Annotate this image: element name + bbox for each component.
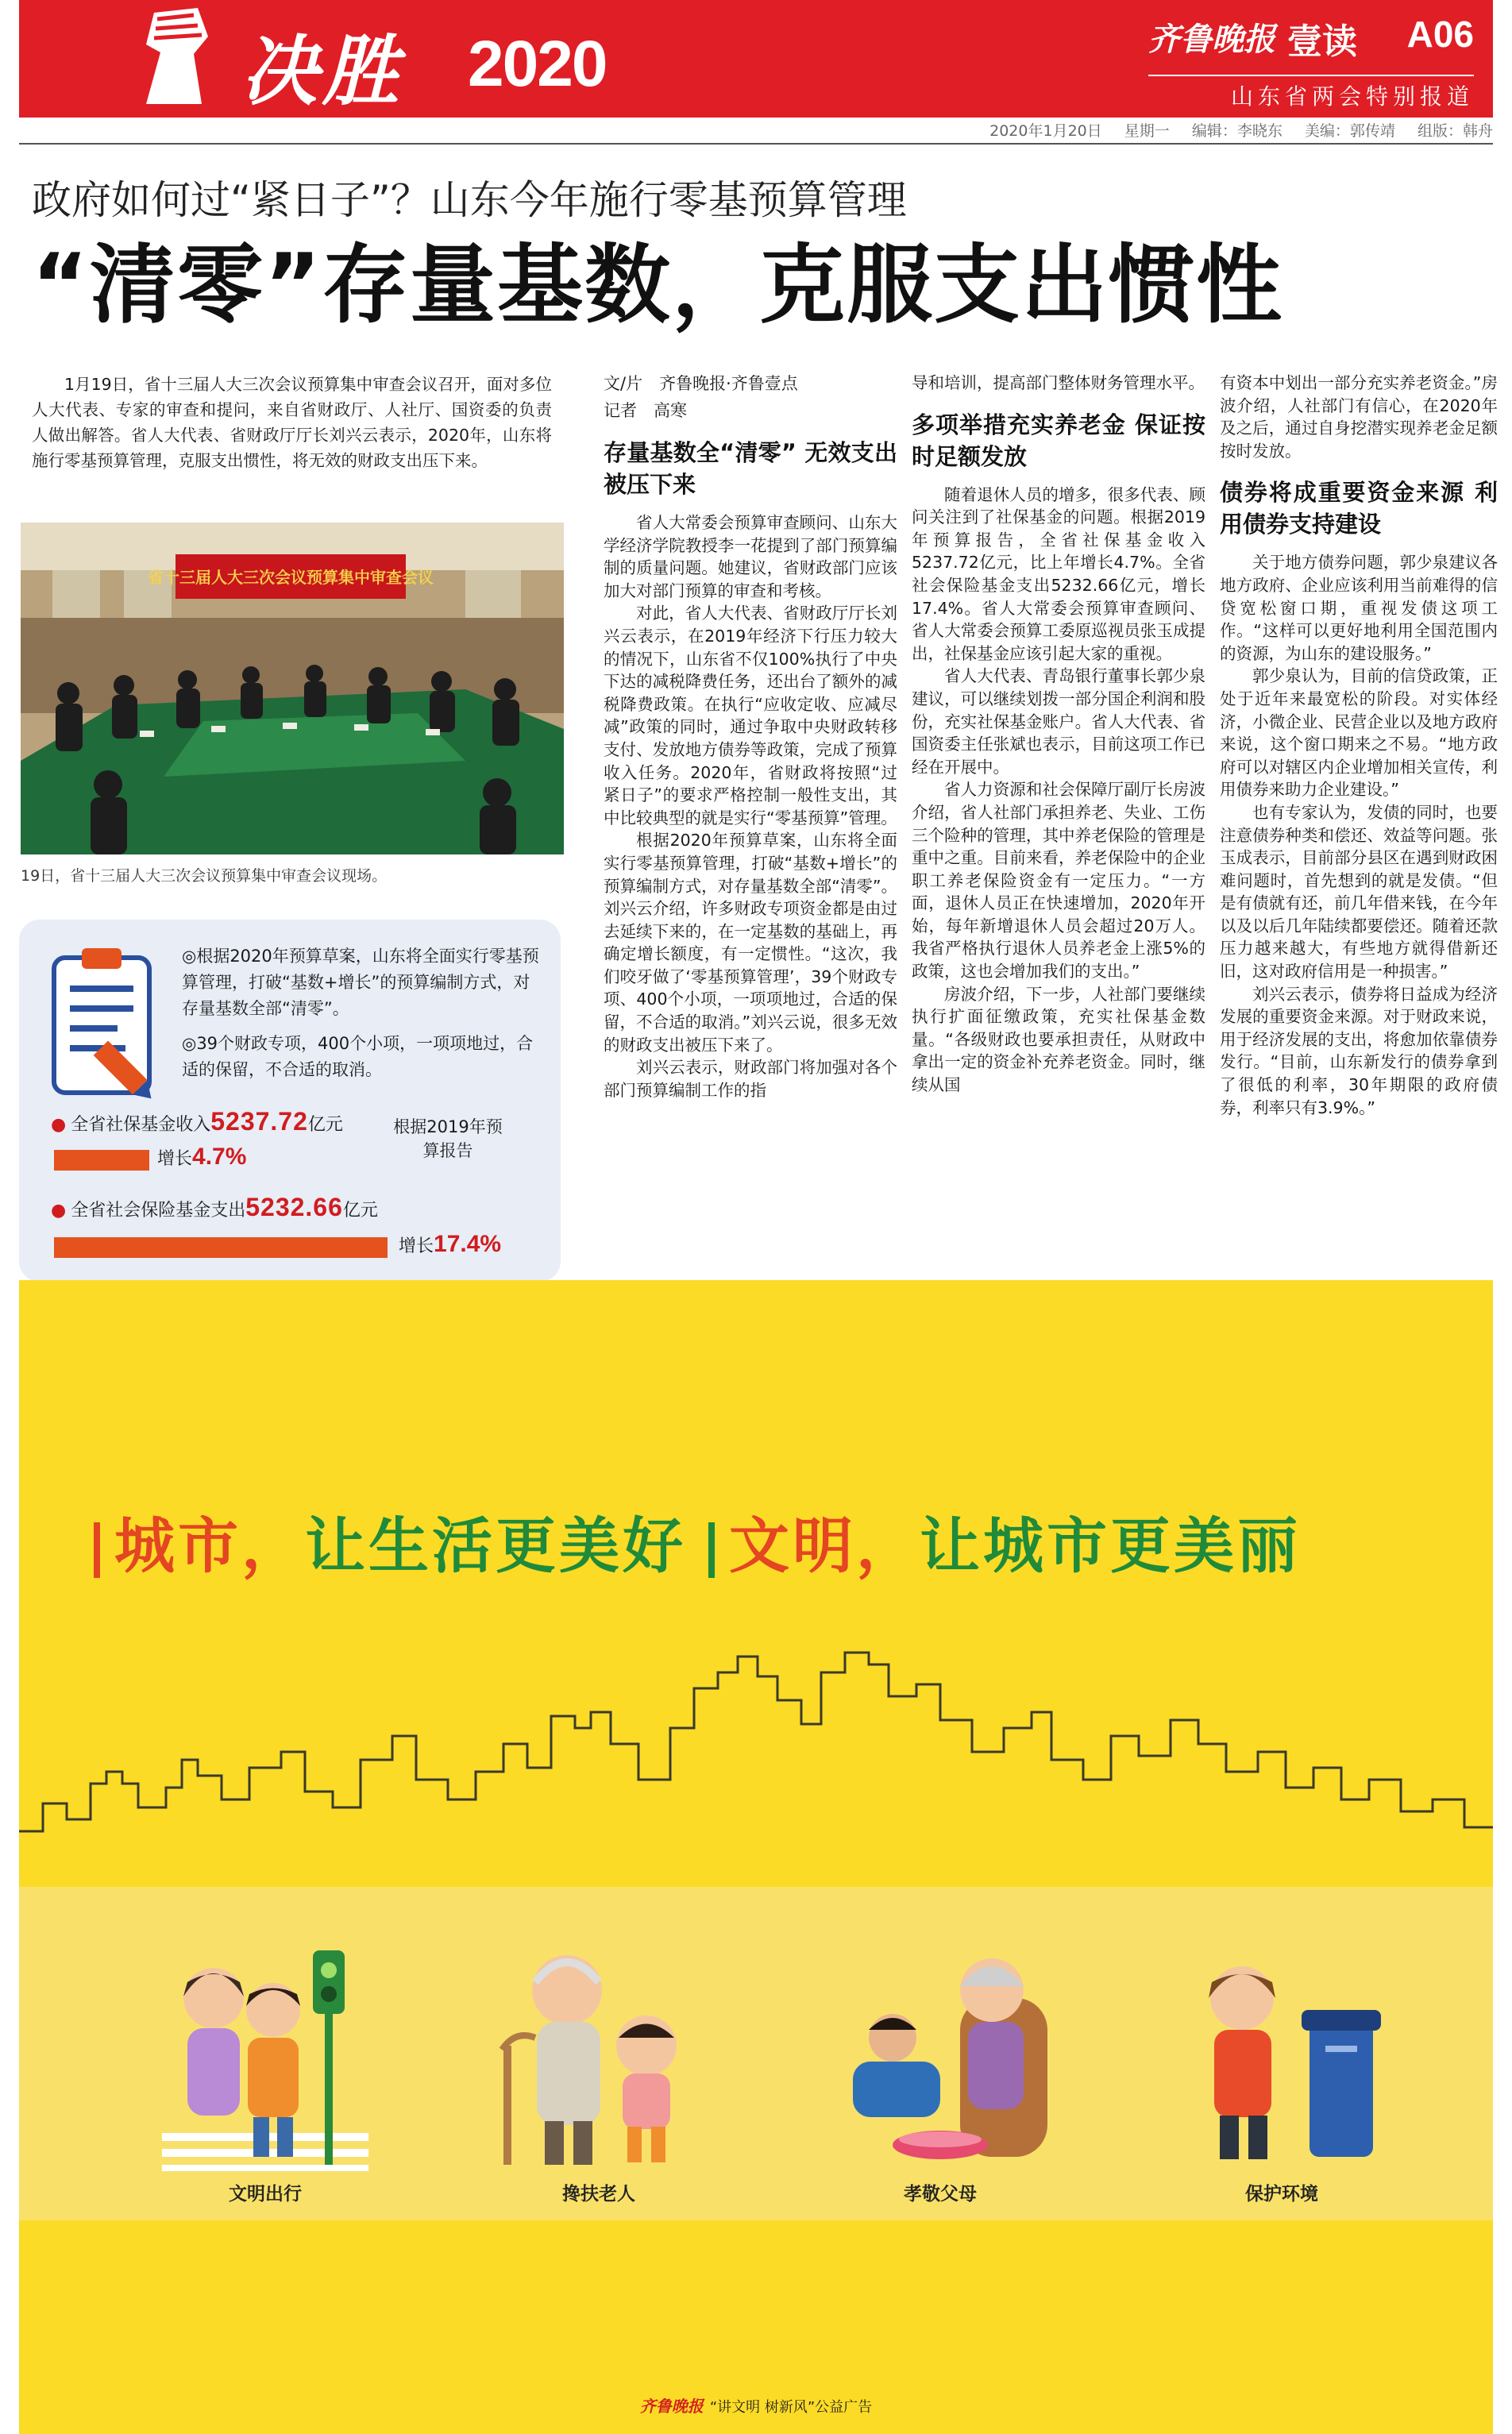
photo-caption: 19日，省十三届人大三次会议预算集中审查会议现场。	[21, 867, 388, 885]
basis-note: 根据2019年预算报告	[393, 1117, 503, 1160]
slogan-1-a: 城市，	[114, 1510, 305, 1581]
issue-date: 2020年1月20日	[989, 122, 1102, 140]
photo-banner: 省十三届人大三次会议预算集中审查会议	[148, 568, 434, 587]
infobox-text-1: ◎根据2020年预算草案，山东将全面实行零基预算管理，打破“基数+增长”的预算编制方式，对存量基数全部“清零”。	[182, 947, 539, 1018]
stat-expense-value: 5232.66	[245, 1193, 343, 1221]
col3-paragraph: 刘兴云表示，债券将日益成为经济发展的重要资金来源。对于财政来说，用于经济发展的支出，将愈加依靠债券发行。“目前，山东新发行的债券拿到了很低的利率，30年期限的政府债券，利率只有3.9%。”	[1220, 984, 1498, 1117]
stat-expense-unit: 亿元	[342, 1201, 378, 1221]
scene-label-2: 搀扶老人	[562, 2184, 635, 2204]
infobox-text-2: ◎39个财政专项，400个小项，一项项地过，合适的保留，不合适的取消。	[182, 1034, 534, 1079]
stat-income-growth-value: 4.7%	[192, 1144, 247, 1170]
infobox	[19, 920, 561, 1282]
col3-lead-in: 有资本中划出一部分充实养老资金。”房波介绍，人社部门有信心，在2020年及之后，通过自身挖潜实现养老金足额按时发放。	[1220, 373, 1498, 461]
environment-protection-illustration	[1163, 1934, 1401, 2173]
stat-expense-growth	[399, 1231, 501, 1258]
meeting-photo	[21, 523, 564, 854]
stat-income-value: 5237.72	[210, 1107, 308, 1136]
ad-footer	[19, 2393, 1493, 2417]
col2-paragraph: 随着退休人员的增多，很多代表、顾问关注到了社保基金的问题。根据2019年预算报告，全省社保基金收入5237.72亿元，比上年增长4.7%。全省社会保险基金支出5232.66亿元，增长17.4%。省人大常委会预算审查顾问、省人大常委会预算工委原巡视员张玉成提出，社保基金应该引起大家的重视。	[912, 484, 1205, 663]
ad-slogan	[94, 1498, 1301, 1584]
col3-paragraph: 也有专家认为，发债的同时，也要注意债券种类和偿还、效益等问题。张玉成表示，目前部分县区在遇到财政困难问题时，首先想到的就是发债。“但是有债就有还，前几年借来钱，在今年以及以后几年陆续都要偿还。随着还款压力越来越大，有些地方就得借新还旧，这对政府信用是一种损害。”	[1220, 802, 1498, 982]
scene-label-4: 保护环境	[1245, 2184, 1318, 2204]
kicker-headline: 政府如何过“紧日子”？山东今年施行零基预算管理	[32, 177, 907, 223]
designer-credit: 美编：郭传靖	[1304, 122, 1395, 140]
scene-label-3: 孝敬父母	[904, 2184, 977, 2204]
slogan-1-b: 让生活更美好	[305, 1510, 686, 1581]
section-name: 山东省两会特别报道	[1148, 75, 1474, 105]
stat-income-row	[51, 1107, 343, 1136]
col1-paragraph: 对此，省人大代表、省财政厅厅长刘兴云表示，在2019年经济下行压力较大的情况下，山东省不仅100%执行了中央下达的减税降费任务，还出台了额外的减税降费政策。在执行“应收定收、应减尽减”政策的同时，通过争取中央财政转移支付、发放地方债券等政策，完成了预算收入任务。2020年，省财政将按照“过紧日子”的要求严格控制一般性支出，其中比较典型的就是实行“零基预算”管理。	[604, 604, 897, 827]
header-rule	[19, 143, 1493, 145]
stat-income-growth	[157, 1144, 246, 1171]
col2-paragraph: 省人力资源和社会保障厅副厅长房波介绍，省人社部门承担养老、失业、工伤三个险种的管理，其中养老保险的管理是重中之重。目前来看，养老保险中的企业职工养老保险资金有一定压力。“一方面，退休人员正在快速增加，2020年开始，每年新增退休人员会超过20万人。我省严格执行退休人员养老金上涨5%的政策，这也会增加我们的支出。”	[912, 780, 1205, 982]
article-column-1	[604, 372, 897, 1101]
raised-fist-icon	[122, 5, 218, 108]
paper-logo: 齐鲁晚报	[1148, 21, 1275, 58]
masthead	[19, 0, 1493, 118]
civil-travel-illustration	[146, 1934, 384, 2173]
stat-expense-growth-label: 增长	[399, 1236, 434, 1256]
slogan-2-b: 让城市更美丽	[920, 1510, 1301, 1581]
stat-income-label: 全省社保基金收入	[71, 1115, 211, 1135]
main-headline: “清零”存量基数，克服支出惯性	[32, 236, 1283, 335]
helping-elderly-illustration	[480, 1934, 718, 2173]
byline-line-1: 文/片 齐鲁晚报·齐鲁壹点	[604, 374, 798, 393]
filial-piety-illustration	[821, 1934, 1059, 2173]
subheading-2: 多项举措充实养老金 保证按时足额发放	[912, 411, 1205, 470]
masthead-year: 2020	[468, 28, 607, 100]
scene-label-1: 文明出行	[229, 2184, 302, 2204]
city-skyline	[19, 1641, 1493, 1847]
clipboard-pencil-icon	[46, 942, 165, 1101]
stat-expense-growth-value: 17.4%	[434, 1231, 502, 1257]
page-number: A06	[1406, 14, 1474, 55]
col1-paragraph: 根据2020年预算草案，山东将全面实行零基预算管理，打破“基数+增长”的预算编制方式，对存量基数全部“清零”。刘兴云介绍，许多财政专项资金都是由过去延续下来的，在一定基数的基础上，再确定增长额度，有一定惯性。“这次，我们咬牙做了‘零基预算管理’，39个财政专项、400个小项，一项项地过，合适的保留，不合适的取消。”刘兴云说，很多无效的财政支出被压下来了。	[604, 831, 897, 1055]
income-growth-bar	[54, 1150, 149, 1171]
col1-paragraph: 省人大常委会预算审查顾问、山东大学经济学院教授李一花提到了部门预算编制的质量问题。她建议，省财政部门应该加大对部门预算的审查和考核。	[604, 513, 897, 600]
slogan-marker	[94, 1522, 100, 1578]
stat-income-unit: 亿元	[307, 1115, 343, 1135]
stat-income-growth-label: 增长	[157, 1149, 193, 1169]
meeting-photo-image	[21, 523, 564, 854]
subheading-1: 存量基数全“清零” 无效支出被压下来	[604, 439, 897, 498]
public-service-ad	[19, 1280, 1493, 2434]
article-column-3	[1220, 372, 1498, 1119]
subheading-3: 债券将成重要资金来源 利用债券支持建设	[1220, 479, 1498, 538]
layout-credit: 组版：韩舟	[1417, 122, 1493, 140]
col2-lead-in: 导和培训，提高部门整体财务管理水平。	[912, 373, 1205, 392]
slogan-2-a: 文明，	[729, 1510, 920, 1581]
editor-credit: 编辑：李晓东	[1191, 122, 1282, 140]
stat-expense-row	[51, 1193, 378, 1222]
ad-footer-text: “讲文明 树新风”公益广告	[709, 2399, 873, 2416]
masthead-right-block	[1148, 11, 1474, 110]
issue-weekday: 星期一	[1124, 122, 1170, 140]
slogan-divider	[708, 1522, 715, 1578]
dateline	[972, 119, 1493, 140]
col3-paragraph: 关于地方债券问题，郭少泉建议各地方政府、企业应该利用当前难得的信贷宽松窗口期，重视发债这项工作。“这样可以更好地利用全国范围内的资源，为山东的建设服务。”	[1220, 553, 1498, 663]
col3-paragraph: 郭少泉认为，目前的信贷政策，正处于近年来最宽松的阶段。对实体经济，小微企业、民营企业以及地方政府来说，这个窗口期来之不易。“地方政府可以对辖区内企业增加相关宣传，利用债券来助力企业建设。”	[1220, 666, 1498, 800]
col1-paragraph: 刘兴云表示，财政部门将加强对各个部门预算编制工作的指	[604, 1058, 897, 1100]
expense-growth-bar	[54, 1237, 388, 1258]
stat-expense-label: 全省社会保险基金支出	[71, 1201, 246, 1221]
col2-paragraph: 省人大代表、青岛银行董事长郭少泉建议，可以继续划拨一部分国企利润和股份，充实社保基金账户。省人大代表、省国资委主任张斌也表示，目前这项工作已经在开展中。	[912, 666, 1205, 777]
bullet-icon: ●	[51, 1115, 67, 1135]
bullet-icon: ●	[51, 1201, 67, 1221]
masthead-title: 决胜	[241, 26, 403, 116]
lead-paragraph: 1月19日，省十三届人大三次会议预算集中审查会议召开，面对多位人大代表、专家的审查和提问，来自省财政厅、人社厅、国资委的负责人做出解答。省人大代表、省财政厅厅长刘兴云表示，2020年，山东将施行零基预算管理，克服支出惯性，将无效的财政支出压下来。	[32, 375, 552, 470]
col2-paragraph: 房波介绍，下一步，人社部门要继续执行扩面征缴政策，充实社保基金数量。“各级财政也要承担责任，从财政中拿出一定的资金补充养老资金。同时，继续从国	[912, 984, 1205, 1095]
ad-footer-brand: 齐鲁晚报	[639, 2397, 704, 2416]
byline-line-2: 记者 高寒	[604, 401, 687, 420]
edition-name: 壹读	[1287, 21, 1357, 62]
article-column-2	[912, 372, 1205, 1097]
